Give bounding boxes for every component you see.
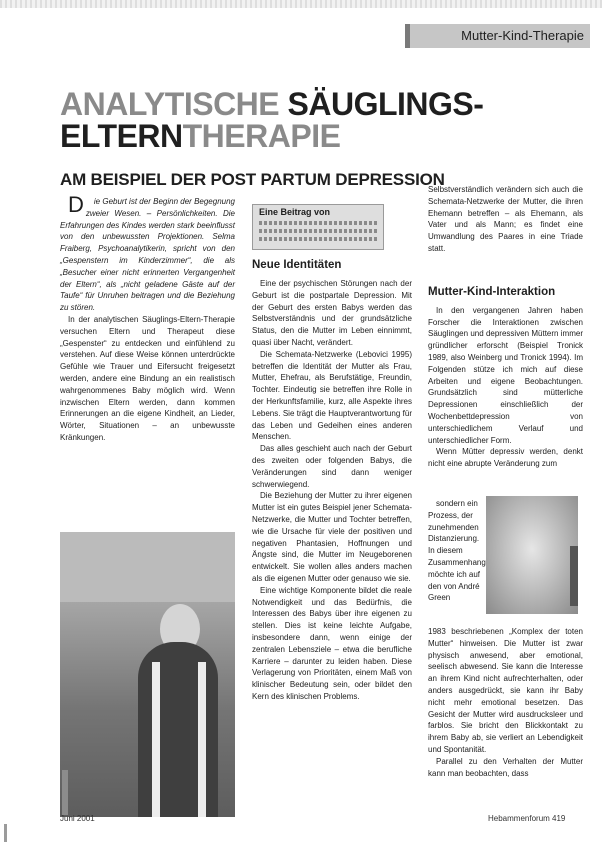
body-paragraph: Die Beziehung der Mutter zu ihrer eigenen Mutter ist ein gutes Beispiel jener Schemata-Netzwerke, die Mutter und Tochter betreffen, wie die Ursache für viele der positiven und negativen Phantasien, Hoffnungen und Ängste sind, die Mutter im Neugeborenen entwickelt. Sie wollen alles anders machen als die eigenen Mutter oder genauso wie sie. (252, 491, 412, 583)
title-word-saeuglings: SÄUGLINGS- (287, 86, 484, 122)
photo-figure (138, 642, 218, 817)
title-word-eltern: ELTERN (60, 118, 183, 154)
body-paragraph-narrow: sondern ein Prozess, der zunehmenden Distanzierung. In diesem Zusammenhang möchte ich auf den von André Green (428, 499, 486, 603)
intro-paragraph: Die Geburt ist der Beginn der Begegnung zweier Wesen. – Persönlichkeiten. Die Erfahrungen des Kindes werden stark beeinflusst von den unbewussten Projektionen. Selma Fraiberg, Psychoanalytikerin, spricht von den „Gespenstern im Kinderzimmer“, die als „Besucher einer nicht erinnerten Vergangenheit der Eltern“, als „nicht geladene Gäste auf der Taufe“ für Unruhen beitragen und die Beziehung zu stören. (60, 192, 235, 313)
section-tag (405, 24, 590, 48)
body-paragraph: Eine wichtige Komponente bildet die reale Notwendigkeit und das Bedürfnis, die Interessen des Babys über ihre eigenen zu stellen. Dies ist keine leichte Aufgabe, insbesondere dann, wenn einige der zentralen Lebensziele – etwa die berufliche Karriere – darunter zu leiden haben. Diese Verlagerung von Prioritäten, einem Maß von klinischer Bedeutung sein, oder bildet den Kern des klinischen Problems. (252, 585, 412, 701)
section-label: Mutter-Kind-Therapie (461, 28, 584, 43)
column-right (428, 184, 583, 778)
body-paragraph: Parallel zu den Verhalten der Mutter kann man beobachten, dass (428, 756, 583, 778)
body-paragraph: Eine der psychischen Störungen nach der Geburt ist die postpartale Depression. Mit der Geburt des ersten Babys werden das Selbstverständnis und der grundsätzliche Status, den die Mutter im Leben einnimmt, quasi über Nacht, verändert. (252, 279, 412, 347)
corner-mark (4, 824, 7, 842)
author-box-line (259, 221, 377, 225)
footer-page: Hebammenforum 419 (488, 814, 566, 823)
photo-mother-child (60, 532, 235, 817)
author-box (252, 204, 384, 250)
title-line-1 (60, 88, 590, 120)
author-box-line (259, 237, 377, 241)
heading-neue-identitaeten: Neue Identitäten (252, 259, 342, 271)
column-middle (252, 258, 412, 703)
body-paragraph: Selbstverständlich verändern sich auch die Schemata-Netzwerke der Mutter, die ihren Ehemann betreffen – als Ehemann, als Vater und als Mann; es findet eine Umwandlung des Paares in eine Triade statt. (428, 185, 583, 253)
body-paragraph: Das alles geschieht auch nach der Geburt des zweiten oder folgenden Babys, die Veränderungen sind dann weniger schwerwiegend. (252, 444, 412, 489)
column-left (60, 192, 235, 444)
photo-baby (486, 496, 578, 614)
article-title (60, 88, 590, 152)
body-paragraph: Wenn Mütter depressiv werden, denkt nicht eine abrupte Veränderung zum (428, 447, 583, 469)
footer-date: Juni 2001 (60, 814, 95, 823)
photo-background (60, 532, 235, 602)
article-subtitle: AM BEISPIEL DER POST PARTUM DEPRESSION (60, 170, 445, 189)
header-strip (0, 0, 602, 8)
column-right-continued (428, 626, 583, 779)
body-paragraph: In den vergangenen Jahren haben Forscher die Interaktionen zwischen Säuglingen und depressiven Müttern immer gründlicher erforscht (Beispiel Tronick 1989, also Weinberg und Tronick 1994). Im Folgenden stütze ich mich auf diese Arbeiten und eigene Beobachtungen. Grundsätzlich sind mütterliche Depressionen einschließlich der Wochenbettdepression von unterschiedlichem Verlauf und unterschiedlicher Form. (428, 305, 583, 445)
photo-edge (570, 546, 578, 606)
body-paragraph: In der analytischen Säuglings-Eltern-Therapie versuchen Eltern und Therapeut diese „Gespenster“ zu entdecken und einfühlend zu verstehen. Auf diese Weise können unterdrückte Gefühle wie Trauer und Eifersucht freigesetzt werden, andere eine Bindung an ein realistisch wahrgenommenes Baby möglich wird. Wenn inzwischen Eltern werden, dann kommen Erinnerungen an die eigene Kindheit, an Lieder, Wörter, Situationen – an unbewusste Kränkungen. (60, 314, 235, 442)
title-word-analytische: ANALYTISCHE (60, 86, 280, 122)
author-box-heading: Eine Beitrag von (259, 207, 331, 217)
photo-strap (198, 662, 206, 817)
body-paragraph: 1983 beschriebenen „Komplex der toten Mutter“ hinweisen. Die Mutter ist zwar physisch anwesend, aber emotional, seelisch abwesend. Sie kann die Interesse an ihrem Kind nicht aufrechterhalten, oder anders ausgedrückt, sie kann ihr Baby nicht mehr emotional besetzen. Das Gesicht der Mutter wird ausdrucksleer und farblos. Sie bricht den Blickkontakt zu ihrem Baby ab, sie verliert an Lebendigkeit und Spontanität. (428, 627, 583, 754)
photo-strap (152, 662, 160, 817)
heading-mutter-kind-interaktion: Mutter-Kind-Interaktion (428, 285, 556, 298)
author-box-line (259, 229, 377, 233)
title-word-therapie: THERAPIE (182, 118, 341, 154)
body-paragraph: Die Schemata-Netzwerke (Lebovici 1995) betreffen die Identität der Mutter als Frau, Mutter, Ehefrau, als Berufstätige, Freundin, Tochter. Eindeutig sie betreffen ihre Rolle in der Herkunftsfamilie, kurz, alle Aspekte ihres Lebens. Sie trägt die Hauptverantwortung für das Leben und Gedeihen eines anderen Menschen. (252, 349, 412, 442)
photo-credit-mark (62, 770, 68, 815)
title-line-2 (60, 120, 590, 152)
